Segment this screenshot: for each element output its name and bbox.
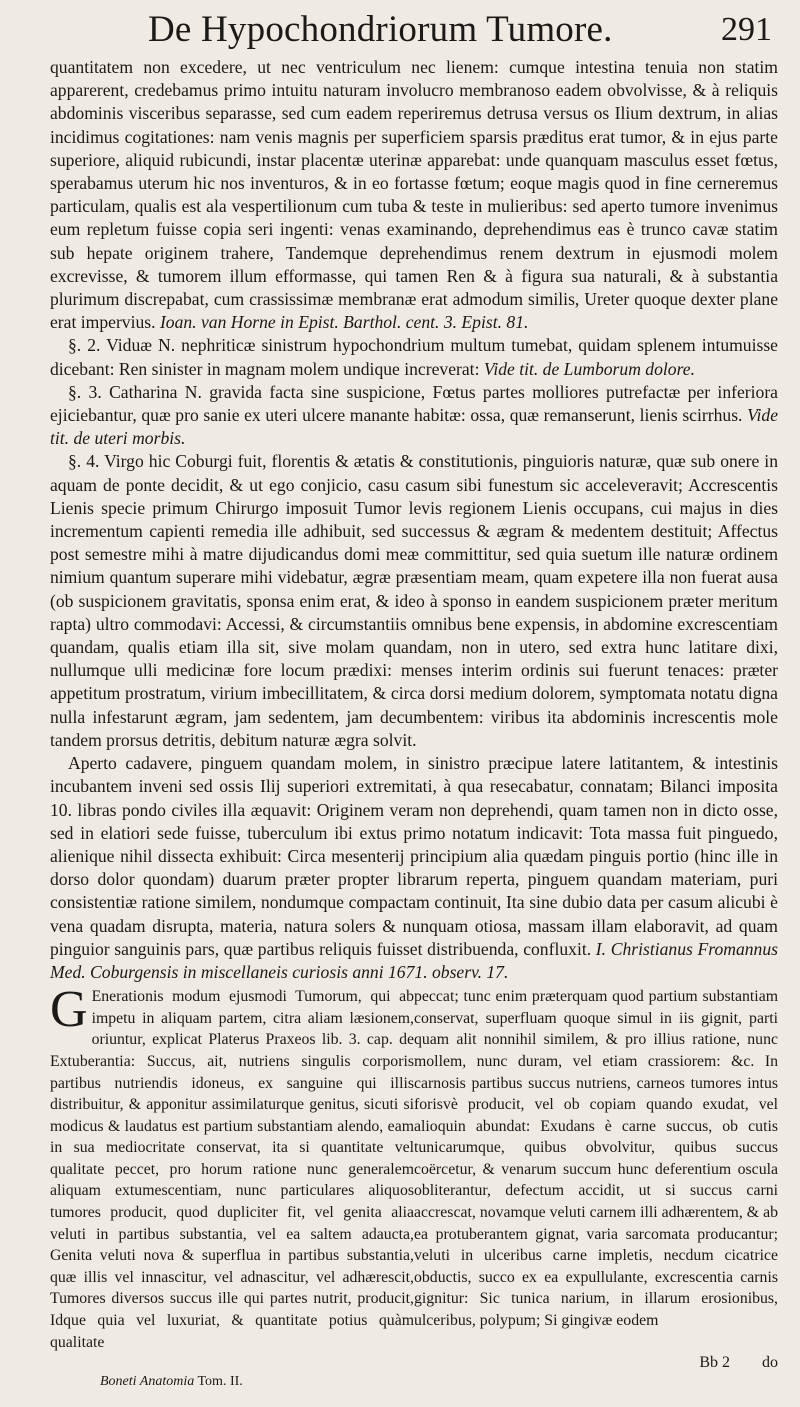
right-column [414, 986, 778, 1353]
main-text [50, 56, 778, 984]
paragraph [50, 56, 778, 334]
printer-line [100, 1374, 243, 1390]
citation: Ioan. van Horne in Epist. Barthol. cent. 3. Epist. 81. [159, 312, 529, 333]
column-paragraph [50, 981, 414, 1353]
paragraph [50, 450, 778, 752]
signature-text: Bb 2 [699, 1354, 730, 1371]
paragraph-text: §. 2. Viduæ N. nephriticæ sinistrum hypochondrium multum tumebat, quidam splenem intumuisse dicebant: Ren sinister in magnam molem undique increverat: [50, 335, 778, 379]
column-paragraph [414, 986, 778, 1332]
left-column [50, 981, 414, 1353]
paragraph-text: §. 4. Virgo hic Coburgi fuit, florentis & ætatis & constitutionis, pinguioris naturæ, quæ sub onere in aquam de ponte decidit, & ut ego conjicio, casu casum sibi funestum sic acceleveravit; Accrescentis Lienis specie primum Chirurgo imposuit Tumor levis regionem Lienis occupans, cui majus in dies incrementum capienti remedia ille adhibuit, sed successus & ægram & medentem destituit; Affectus post semestre mihi à matre dijudicandus domi meæ committitur, sed quia suetum ille naturæ ordinem nimium quantum superare mihi videbatur, ægræ præsentiam meam, quam expetere illa non fuerat ausa (ob suspicionem gravitatis, sponsa enim erat, & ideo à sponso in eandem suspicionem præter meritum rapta) ultro commodavi: Accessi, & circumstantiis omnibus bene expensis, in abdomine excrescentiam quandam, qualis etiam illa sit, sive molam quandam, non in utero, sed extra hunc latitare dixi, nullumque ulli medicinæ fore locum prædixi: menses interim ordinis sui fuerunt tenaces: præter appetitum prostratum, virium imbecillitatem, & circa dorsi medium dolorem, symptomata notatu digna nulla infestarunt ægram, jam sedentem, jam decumbentem: viribus ita abdominis increscentis mole tandem prorsus detritis, debitum naturæ ægra solvit. [50, 451, 778, 750]
citation: Vide tit. de Lumborum dolore. [483, 358, 695, 379]
page-footer [50, 1354, 778, 1402]
paragraph-text: §. 3. Catharina N. gravida facta sine suspicione, Fœtus partes molliores putrefactæ per inferiora ejiciebantur, quæ pro sanie ex uteri ulcere manante habitæ: ossa, quæ remanserunt, lienis scirrhus. [50, 381, 778, 426]
signature-mark [699, 1354, 778, 1372]
paragraph [50, 381, 778, 451]
paragraph [50, 334, 778, 380]
column-text: peccat; tunc enim præterquam quod partium substantiam conservat, superfluam quoque simul in iis gignit, parti quam alit nonnihil similem, & pro illius ratione, nunc mollem, nunc duram, vel etiam crassiorem: &c. In carnosis partibus succus nutriens, carneos tumores intus forisvè producit, vel ob copiam quando exudat, vel alioquin abundat: Exudans è carne succus, ob cutis tunicarumque, quibus obvolvitur, quibus succus coërcetur, & venarum succum hunc deferentium oscula obliterantur, defectum accidit, ut si succus carni accrescat, novamque veluti carnem illi adhærentem, & ab ea protuberantem gignat, varia sarcomata producantur; veluti in ulceribus carne impletis, necdum cicatrice obductis, succo ex ea expullulante, excrescentia carnis gignitur: Sic tunica narium, in illarum erosionibus, ulceribus, polypum; Si gingivæ eodem [414, 988, 778, 1330]
citation: Vide tit. de uteri morbis. [50, 405, 779, 449]
column-text: Enerationis modum ejusmodi Tumorum, qui ab impetu in aliquam partem, citra aliam læsionem, oriuntur, explicat Platerus Praxeos lib. 3. cap. de Extuberantia: Succus, ait, nutriens singulis corporis partibus nutriendis idoneus, ex sanguine qui illis distribuitur, & apponitur assimilaturque genitus, sicuti si modicus & laudatus est partium substantiam alendo, eam in sua mediocritate conservat, ita si quantitate vel qualitate peccet, pro horum ratione nunc generalem aliquam extumescentiam, nunc particulares aliquos tumores producit, quod dupliciter fit, vel genita alia veluti in partibus substantia, vel ea saltem adaucta, Genita veluti nova & superflua in partibus substantia, quæ illis vel innascitur, vel adnascitur, vel adhærescit, Tumores diversos succus ille qui partes nutrit, producit, Idque quia vel luxuriat, & quantitate potius quàm qualitate [50, 988, 414, 1351]
drop-cap: G [50, 981, 88, 1039]
paragraph-text: quantitatem non excedere, ut nec ventriculum nec lienem: cumque intestina tenuia non statim apparerent, credebamus primo intuitu naturam involucro membranoso eadem obvolvisse, & à reliquis abdominis visceribus separasse, sed cum eadem reperiremus detrusa versus os Ilium dextrum, in alias incidimus cogitationes: nam venis magnis per superficiem sparsis præditus erat tumor, & in ejus parte superiore, aliquid rubicundi, instar placentæ uterinæ apparebat: unde quanquam masculus esset fœtus, sperabamus uterum hic nos inventuros, & in eo fortasse fœtum; eoque magis quod in fine cerneremus particulam, qualis est ala vespertilionum cum tuba & teste in mulieribus: sed aperto tumore invenimus eum repletum fuisse copia seri ingenti: venas examinando, deprehendimus eas è trunco cavæ statim sub hepate originem trahere, Tandemque deprehendimus renem dextrum in ejusmodi molem excrevisse, & tumorem illum efformasse, qui tamen Ren & à figura sua naturali, & à substantia plurimum discrepabat, cum crassissimæ membranæ erat admodum similis, Ureter quoque dexter plane erat impervius. [50, 57, 778, 333]
tome-label: Tom. II. [197, 1374, 243, 1389]
page-number: 291 [721, 11, 772, 48]
paragraph [50, 752, 778, 984]
page-header [50, 0, 778, 56]
printer-name: Boneti Anatomia [100, 1374, 195, 1389]
two-column-section [50, 981, 778, 1353]
catchword: do [762, 1354, 778, 1371]
paragraph-text: Aperto cadavere, pinguem quandam molem, in sinistro præcipue latere latitantem, & intestinis incubantem inveni sed ossis Ilij superiori extremitati, à qua resecabatur, connatam; Bilanci imposita 10. libras pondo civiles illa æquavit: Originem veram non deprehendi, quam tamen non in dicto osse, sed in elatiori sede fuisse, tuberculum ibi extus primo notatum indicavit: Tota massa fuit pinguedo, alienique nihil dissecta exhibuit: Circa mesenterij principium alia quædam pinguis portio (hinc ille in dorso dolor quondam) duarum præter propter librarum reperta, pinguem quandam materiam, puri consistentiæ ratione similem, nondumque compactam continuit, Ita sine dubio data per casum alicubi è vena quadam disrupta, materia, natura solers & nunquam otiosa, massam illam elaboravit, ad quam pinguior sanguinis pars, quæ partibus reliquis fuisset distribuenda, confluxit. [50, 753, 778, 959]
running-title: De Hypochondriorum Tumore. [148, 9, 613, 50]
citation: I. Christianus Fromannus Med. Coburgensis in miscellaneis curiosis anni 1671. observ. 17. [50, 938, 778, 982]
